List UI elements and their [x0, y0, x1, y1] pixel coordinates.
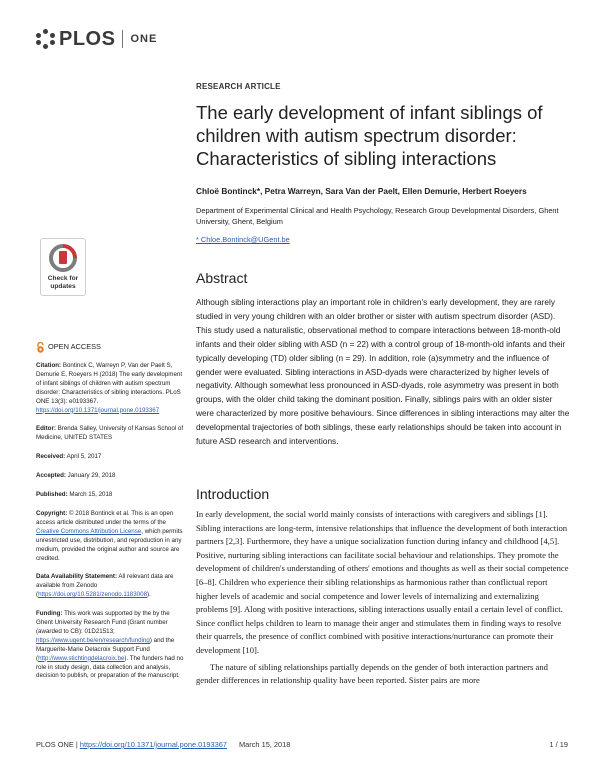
data-availability-label: Data Availability Statement: — [36, 573, 118, 581]
plos-one-logo[interactable] — [36, 26, 157, 52]
published-label: Published: — [36, 491, 68, 499]
open-access-lock-icon — [36, 342, 45, 353]
open-access-text: OPEN ACCESS — [48, 342, 101, 352]
data-availability-text-end: ). — [147, 591, 151, 599]
citation-label: Citation: — [36, 362, 62, 369]
abstract-text: Although sibling interactions play an important role in children's early development, they are rarely studied in very young children with an older brother or sister with autism spectrum disorder (ASD). This study used a naturalistic, observational method to compare interactions between 18-month-old infants and their older sibling with ASD (n = 22) with a control group of 18-month-old infants and their typically developing (TD) older sibling (n = 29). In addition, role (a)symmetry and the influence of gender were evaluated. Sibling interactions in ASD-dyads were characterized by higher levels of negativity. Although somewhat less pronounced in ASD-dyads, role asymmetry was present in both groups, with the older child taking the dominant position. Finally, siblings pairs with an older sister were characterized by more positive behaviours. Since differences in sibling interactions may alter the developmental trajectories of both siblings, these early relationships should be taken into account in future ASD research and interventions. — [196, 297, 570, 447]
footer-date: March 15, 2018 — [239, 740, 291, 749]
article-title: The early development of infant siblings of children with autism spectrum disorder: Characteristics of sibling interactions — [196, 102, 543, 169]
ugent-funding-link[interactable]: https://www.ugent.be/en/research/funding — [36, 636, 150, 644]
citation-text: Bontinck C, Warreyn P, Van der Paelt S, Demurie E, Roeyers H (2018) The early development of infant siblings of children with autism spectrum disorder: Characteristics of sibling interactions. PLoS ONE 13(3): e0193367. — [36, 362, 183, 405]
received-block — [36, 453, 186, 462]
cc-license-link[interactable]: Creative Commons Attribution License — [36, 527, 142, 535]
abstract-heading: Abstract — [196, 270, 248, 286]
open-access-label — [36, 342, 186, 353]
logo-separator — [122, 30, 123, 48]
accepted-block — [36, 472, 186, 481]
editor-label: Editor: — [36, 425, 56, 433]
footer-journal: PLOS ONE — [36, 740, 74, 749]
citation-block — [36, 362, 186, 415]
article-type: RESEARCH ARTICLE — [196, 82, 281, 91]
funding-block — [36, 610, 186, 681]
copyright-text-end: , which permits unrestricted use, distribution, and reproduction in any medium, provided the original author and source are credited. — [36, 527, 183, 562]
article-main — [196, 82, 570, 688]
badge-line-1: Check for — [47, 275, 79, 282]
introduction-heading: Introduction — [196, 485, 270, 502]
citation-doi-link[interactable]: https://doi.org/10.1371/journal.pone.0193367 — [36, 406, 160, 414]
article-affiliation: Department of Experimental Clinical and Health Psychology, Research Group Developmental Disorders, Ghent University, Ghent, Belgium — [196, 206, 559, 226]
accepted-label: Accepted: — [36, 472, 66, 480]
published-block — [36, 491, 186, 500]
logo-brand: PLOS — [59, 27, 116, 50]
data-availability-text: All relevant data are available from Zenodo ( — [36, 573, 174, 599]
corresponding-email-link[interactable]: * Chloe.Bontinck@UGent.be — [196, 235, 290, 244]
footer-citation — [36, 740, 290, 749]
funding-text-2: ) and the Marguerite-Marie Delacroix Support Fund ( — [36, 636, 175, 662]
plos-dots-icon — [36, 29, 56, 49]
introduction-paragraph-2: The nature of sibling relationships partially depends on the gender of both interaction partners and gender differences in relationship quality have been reported. Sister pairs are more — [196, 661, 548, 686]
editor-text: Brenda Salley, University of Kansas School of Medicine, UNITED STATES — [36, 425, 184, 442]
funding-text: This work was supported by the by the Ghent University Research Fund (Grant number (awarded to CB): 01D21513; — [36, 610, 170, 635]
copyright-block — [36, 510, 186, 563]
logo-journal: ONE — [130, 33, 158, 45]
funding-label: Funding: — [36, 610, 63, 618]
funding-text-3: ). The funders had no role in study design, data collection and analysis, decision to publish, or preparation of the manuscript. — [36, 654, 184, 680]
check-for-updates-icon — [48, 243, 78, 273]
badge-line-2: updates — [50, 282, 76, 290]
copyright-label: Copyright: — [36, 509, 68, 517]
check-for-updates-badge[interactable] — [40, 238, 86, 296]
footer-separator: | — [73, 740, 80, 749]
received-date: April 5, 2017 — [65, 453, 102, 461]
published-date: March 15, 2018 — [67, 491, 113, 499]
accepted-date: January 29, 2018 — [65, 472, 116, 480]
article-sidebar — [36, 342, 186, 691]
footer-doi-link[interactable]: https://doi.org/10.1371/journal.pone.0193367 — [79, 740, 227, 749]
copyright-text: © 2018 Bontinck et al. This is an open access article distributed under the terms of the — [36, 509, 174, 526]
editor-block — [36, 425, 186, 443]
article-authors: Chloë Bontinck*, Petra Warreyn, Sara Van der Paelt, Ellen Demurie, Herbert Roeyers — [196, 186, 527, 196]
introduction-paragraph-1: In early development, the social world mainly consists of interactions with caregivers and siblings [1]. Sibling interactions are long-term, intensive relationships that influence the development of both interaction partners [2,3]. Furthermore, they have a unique socialization function during infancy and childhood [4,5]. Positive, nurturing sibling interactions can facilitate social behaviour and relationships. They promote the development of children's understanding of others' emotions and thoughts as well as their social competence [6–8]. Children who experience their sibling relationships as harmonious rather than conflictual report higher levels of academic and social competence and lower levels of internalizing and externalizing problems [9]. Along with positive interactions, sibling interactions usually entail a certain level of conflict. Since conflict helps children to learn to manage their anger and stimulates them in finding ways to resolve their quarrels, the presence of conflict combined with positive interactions/nurturance can promote their development [10]. — [196, 508, 569, 655]
data-availability-block — [36, 573, 186, 600]
page-footer — [36, 740, 568, 749]
footer-page-number: 1 / 19 — [549, 740, 568, 749]
zenodo-link[interactable]: https://doi.org/10.5281/zenodo.1183008 — [38, 591, 148, 599]
received-label: Received: — [36, 453, 66, 461]
delacroix-link[interactable]: http://www.stichtingdelacroix.be — [38, 654, 125, 662]
